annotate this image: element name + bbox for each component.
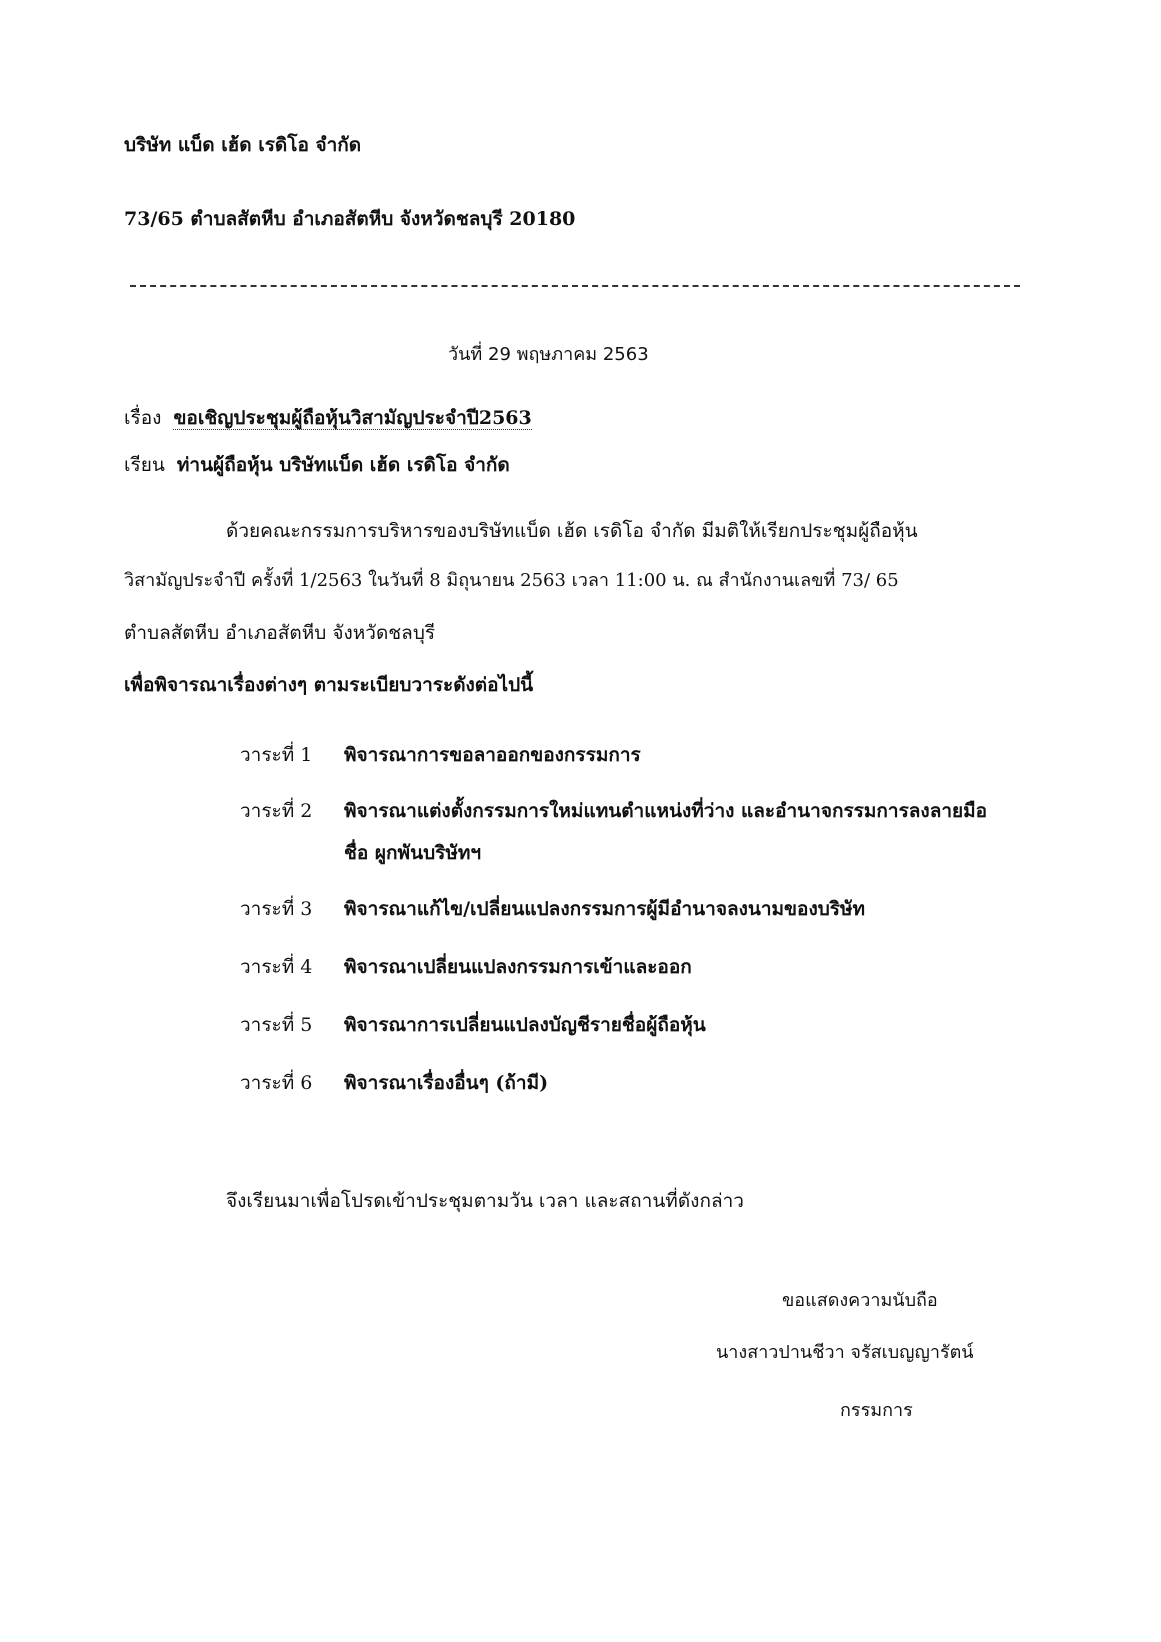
body-line-1: ด้วยคณะกรรมการบริหารของบริษัทแบ็ด เฮ้ด เรดิโอ จำกัด มีมติให้เรียกประชุมผู้ถือหุ้น: [226, 520, 918, 542]
closing-line: จึงเรียนมาเพื่อโปรดเข้าประชุมตามวัน เวลา และสถานที่ดังกล่าว: [226, 1190, 744, 1212]
agenda-text: พิจารณาการขอลาออกของกรรมการ: [344, 744, 641, 766]
agenda-item-2: [240, 798, 987, 824]
signature-name: นางสาวปานชีวา จรัสเบญญารัตน์: [716, 1342, 974, 1363]
agenda-item-4: [240, 954, 692, 980]
agenda-number: วาระที่ 3: [240, 898, 313, 920]
agenda-number: วาระที่ 5: [240, 1014, 313, 1036]
agenda-text: พิจารณาเปลี่ยนแปลงกรรมการเข้าและออก: [344, 956, 692, 978]
agenda-item-5: [240, 1012, 706, 1038]
agenda-number: วาระที่ 6: [240, 1072, 313, 1094]
agenda-text: พิจารณาแต่งตั้งกรรมการใหม่แทนตำแหน่งที่ว่าง และอำนาจกรรมการลงลายมือ: [344, 800, 988, 822]
agenda-text: พิจารณาเรื่องอื่นๆ (ถ้ามี): [344, 1072, 549, 1094]
subject-label: เรื่อง: [124, 407, 162, 429]
agenda-number: วาระที่ 1: [240, 744, 313, 766]
company-name: บริษัท แบ็ด เฮ้ด เรดิโอ จำกัด: [124, 134, 362, 156]
body-line-4: เพื่อพิจารณาเรื่องต่างๆ ตามระเบียบวาระดังต่อไปนี้: [124, 674, 534, 696]
agenda-text: พิจารณาการเปลี่ยนแปลงบัญชีรายชื่อผู้ถือหุ้น: [344, 1014, 706, 1036]
agenda-item-3: [240, 896, 865, 922]
body-line-2: วิสามัญประจำปี ครั้งที่ 1/2563 ในวันที่ 8 มิถุนายน 2563 เวลา 11:00 น. ณ สำนักงานเลขที่ 73/ 65: [124, 570, 899, 591]
agenda-item-1: [240, 742, 641, 768]
signature-position: กรรมการ: [840, 1400, 913, 1421]
agenda-number: วาระที่ 4: [240, 956, 313, 978]
recipient-label: เรียน: [124, 454, 165, 476]
subject-text: ขอเชิญประชุมผู้ถือหุ้นวิสามัญประจำปี2563: [173, 407, 532, 429]
agenda-text: พิจารณาแก้ไข/เปลี่ยนแปลงกรรมการผู้มีอำนาจลงนามของบริษัท: [344, 898, 866, 920]
agenda-item-6: [240, 1070, 548, 1096]
date-line: วันที่ 29 พฤษภาคม 2563: [448, 344, 649, 365]
agenda-number: วาระที่ 2: [240, 800, 313, 822]
company-address: 73/65 ตำบลสัตหีบ อำเภอสัตหีบ จังหวัดชลบุรี 20180: [124, 208, 576, 230]
header-divider: [130, 285, 1020, 287]
recipient-text: ท่านผู้ถือหุ้น บริษัทแบ็ด เฮ้ด เรดิโอ จำกัด: [176, 454, 510, 476]
body-line-3: ตำบลสัตหีบ อำเภอสัตหีบ จังหวัดชลบุรี: [124, 622, 436, 644]
subject-line: [124, 405, 532, 431]
agenda-item-2-continuation: ชื่อ ผูกพันบริษัทฯ: [344, 842, 482, 864]
signature-salutation: ขอแสดงความนับถือ: [782, 1290, 938, 1311]
recipient-line: [124, 452, 510, 478]
